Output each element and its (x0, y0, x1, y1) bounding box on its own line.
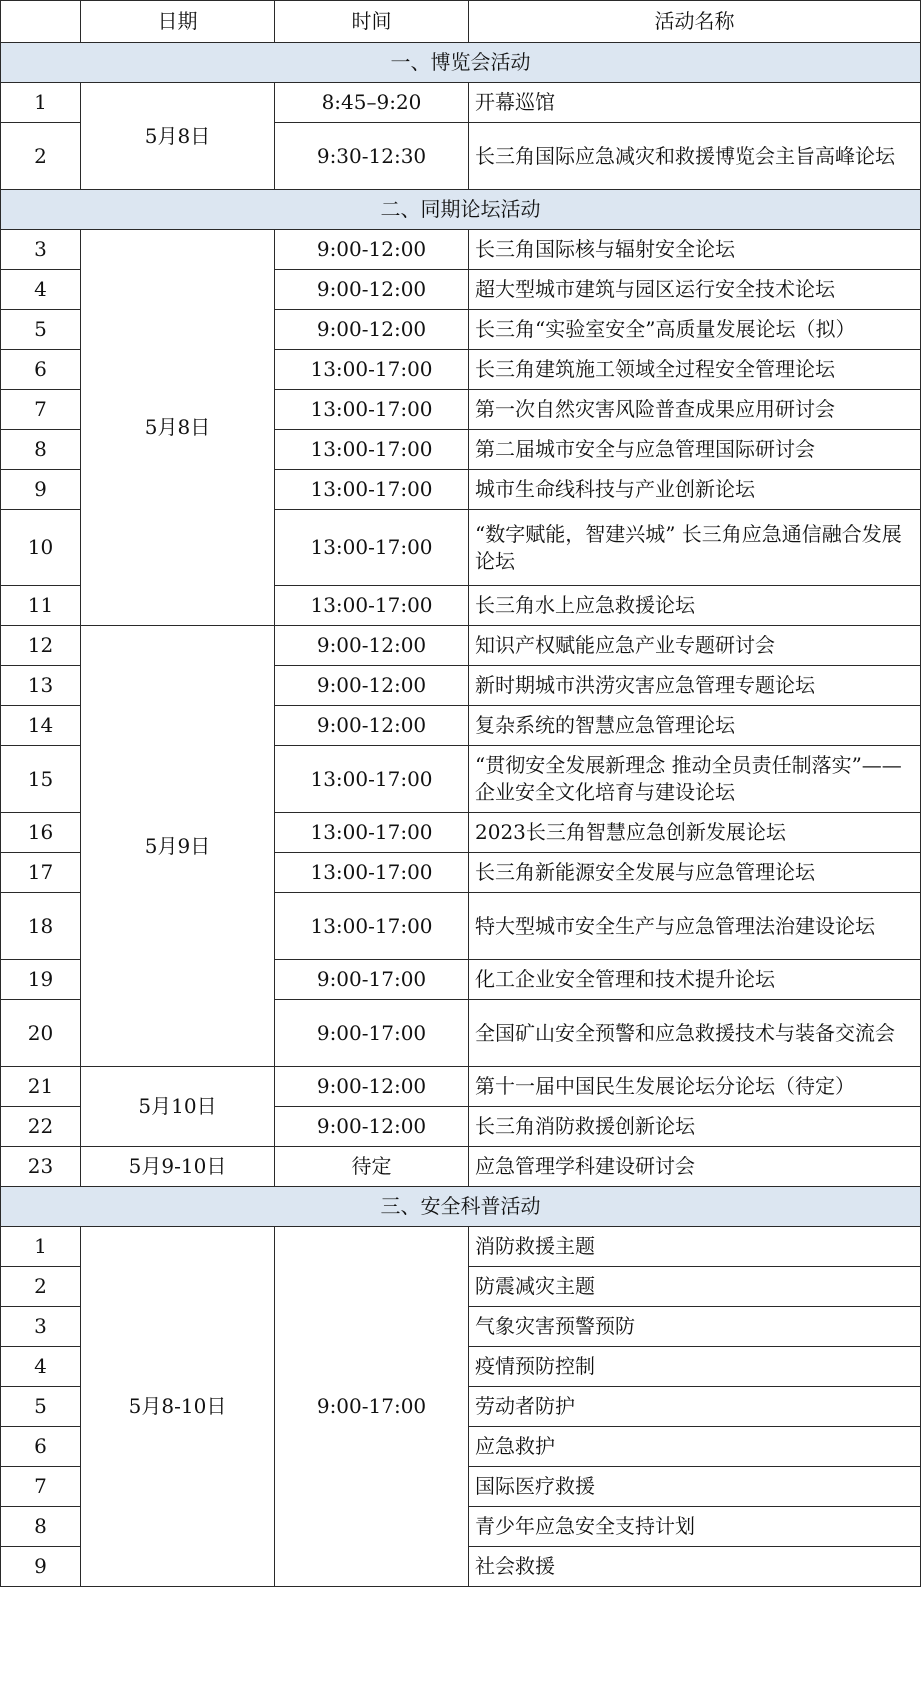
row-number: 10 (1, 510, 81, 586)
time-cell: 13:00-17:00 (275, 586, 469, 626)
time-cell: 13:00-17:00 (275, 390, 469, 430)
activity-name: 超大型城市建筑与园区运行安全技术论坛 (469, 270, 921, 310)
row-number: 3 (1, 1307, 81, 1347)
activity-name: 城市生命线科技与产业创新论坛 (469, 470, 921, 510)
header-row (1, 1, 921, 43)
table-row (1, 626, 921, 666)
activity-name: 青少年应急安全支持计划 (469, 1507, 921, 1547)
time-cell: 9:00-17:00 (275, 1227, 469, 1587)
time-cell: 9:00-12:00 (275, 1107, 469, 1147)
activity-name: 社会救援 (469, 1547, 921, 1587)
time-cell: 13:00-17:00 (275, 430, 469, 470)
activity-name: 复杂系统的智慧应急管理论坛 (469, 706, 921, 746)
time-cell: 13:00-17:00 (275, 350, 469, 390)
section-header (1, 43, 921, 83)
activity-name: 长三角水上应急救援论坛 (469, 586, 921, 626)
table-row (1, 1227, 921, 1267)
activity-name: 疫情预防控制 (469, 1347, 921, 1387)
time-cell: 9:00-12:00 (275, 626, 469, 666)
time-cell: 13:00-17:00 (275, 746, 469, 813)
section-header (1, 190, 921, 230)
row-number: 19 (1, 960, 81, 1000)
row-number: 6 (1, 1427, 81, 1467)
header-name: 活动名称 (469, 1, 921, 43)
row-number: 21 (1, 1067, 81, 1107)
header-date: 日期 (81, 1, 275, 43)
row-number: 5 (1, 310, 81, 350)
row-number: 15 (1, 746, 81, 813)
activity-name: “数字赋能，智建兴城” 长三角应急通信融合发展论坛 (469, 510, 921, 586)
row-number: 4 (1, 270, 81, 310)
table-row (1, 83, 921, 123)
activity-name: 防震减灾主题 (469, 1267, 921, 1307)
time-cell: 待定 (275, 1147, 469, 1187)
activity-name: 第一次自然灾害风险普查成果应用研讨会 (469, 390, 921, 430)
row-number: 2 (1, 1267, 81, 1307)
activity-name: 第二届城市安全与应急管理国际研讨会 (469, 430, 921, 470)
row-number: 1 (1, 83, 81, 123)
section-header (1, 1187, 921, 1227)
activity-name: 2023长三角智慧应急创新发展论坛 (469, 813, 921, 853)
activity-name: 长三角“实验室安全”高质量发展论坛（拟） (469, 310, 921, 350)
time-cell: 9:00-12:00 (275, 666, 469, 706)
row-number: 14 (1, 706, 81, 746)
row-number: 7 (1, 390, 81, 430)
time-cell: 9:00-12:00 (275, 706, 469, 746)
row-number: 9 (1, 470, 81, 510)
row-number: 7 (1, 1467, 81, 1507)
table-row (1, 230, 921, 270)
row-number: 3 (1, 230, 81, 270)
row-number: 2 (1, 123, 81, 190)
row-number: 5 (1, 1387, 81, 1427)
row-number: 6 (1, 350, 81, 390)
activity-name: 长三角新能源安全发展与应急管理论坛 (469, 853, 921, 893)
date-cell: 5月8日 (81, 230, 275, 626)
header-index (1, 1, 81, 43)
time-cell: 13:00-17:00 (275, 510, 469, 586)
time-cell: 9:00-12:00 (275, 230, 469, 270)
activity-name: 劳动者防护 (469, 1387, 921, 1427)
row-number: 8 (1, 430, 81, 470)
activity-name: 开幕巡馆 (469, 83, 921, 123)
time-cell: 13:00-17:00 (275, 470, 469, 510)
date-cell: 5月8日 (81, 83, 275, 190)
time-cell: 9:00-17:00 (275, 1000, 469, 1067)
section-title: 一、博览会活动 (1, 43, 921, 83)
row-number: 17 (1, 853, 81, 893)
row-number: 9 (1, 1547, 81, 1587)
date-cell: 5月9日 (81, 626, 275, 1067)
activity-name: 气象灾害预警预防 (469, 1307, 921, 1347)
table-row (1, 1067, 921, 1107)
activity-name: 长三角国际核与辐射安全论坛 (469, 230, 921, 270)
activity-name: 长三角国际应急减灾和救援博览会主旨高峰论坛 (469, 123, 921, 190)
time-cell: 9:00-12:00 (275, 1067, 469, 1107)
section-title: 二、同期论坛活动 (1, 190, 921, 230)
row-number: 11 (1, 586, 81, 626)
row-number: 13 (1, 666, 81, 706)
time-cell: 13:00-17:00 (275, 813, 469, 853)
activity-name: 特大型城市安全生产与应急管理法治建设论坛 (469, 893, 921, 960)
header-time: 时间 (275, 1, 469, 43)
row-number: 8 (1, 1507, 81, 1547)
date-cell: 5月8-10日 (81, 1227, 275, 1587)
activity-name: 应急管理学科建设研讨会 (469, 1147, 921, 1187)
activity-name: 长三角消防救援创新论坛 (469, 1107, 921, 1147)
activity-name: 应急救护 (469, 1427, 921, 1467)
date-cell: 5月9-10日 (81, 1147, 275, 1187)
time-cell: 13:00-17:00 (275, 853, 469, 893)
section-title: 三、安全科普活动 (1, 1187, 921, 1227)
time-cell: 9:00-12:00 (275, 270, 469, 310)
row-number: 12 (1, 626, 81, 666)
activity-name: 长三角建筑施工领域全过程安全管理论坛 (469, 350, 921, 390)
activity-name: 化工企业安全管理和技术提升论坛 (469, 960, 921, 1000)
row-number: 23 (1, 1147, 81, 1187)
table-row (1, 1147, 921, 1187)
row-number: 20 (1, 1000, 81, 1067)
activity-name: 知识产权赋能应急产业专题研讨会 (469, 626, 921, 666)
activity-name: 新时期城市洪涝灾害应急管理专题论坛 (469, 666, 921, 706)
time-cell: 9:00-12:00 (275, 310, 469, 350)
activity-name: 全国矿山安全预警和应急救援技术与装备交流会 (469, 1000, 921, 1067)
time-cell: 9:00-17:00 (275, 960, 469, 1000)
row-number: 18 (1, 893, 81, 960)
time-cell: 8:45–9:20 (275, 83, 469, 123)
activity-name: 消防救援主题 (469, 1227, 921, 1267)
row-number: 1 (1, 1227, 81, 1267)
activity-name: 国际医疗救援 (469, 1467, 921, 1507)
row-number: 16 (1, 813, 81, 853)
row-number: 4 (1, 1347, 81, 1387)
time-cell: 13:00-17:00 (275, 893, 469, 960)
row-number: 22 (1, 1107, 81, 1147)
activity-name: “贯彻安全发展新理念 推动全员责任制落实”——企业安全文化培育与建设论坛 (469, 746, 921, 813)
time-cell: 9:30-12:30 (275, 123, 469, 190)
date-cell: 5月10日 (81, 1067, 275, 1147)
activity-name: 第十一届中国民生发展论坛分论坛（待定） (469, 1067, 921, 1107)
